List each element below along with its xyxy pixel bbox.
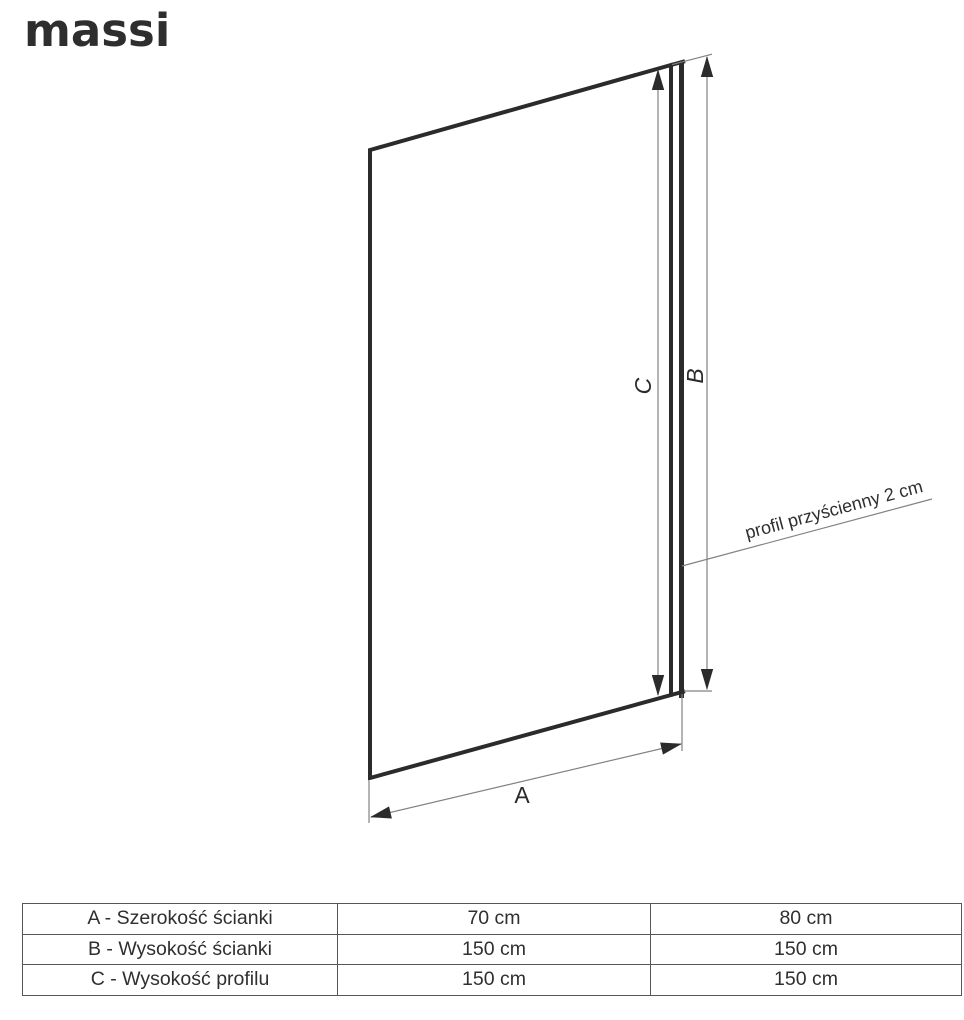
row-B-value-2: 150 cm	[651, 934, 962, 965]
profile-annotation: profil przyścienny 2 cm	[742, 476, 925, 543]
row-C-value-1: 150 cm	[338, 965, 651, 996]
brand-logo: massi	[24, 4, 171, 57]
table-row-C	[23, 965, 962, 996]
glass-panel-outline	[370, 65, 671, 778]
row-C-name: C - Wysokość profilu	[23, 965, 338, 996]
extension-line-top	[672, 54, 712, 64]
row-A-value-1: 70 cm	[338, 904, 651, 935]
dimension-label-C: C	[630, 377, 656, 395]
row-B-name: B - Wysokość ścianki	[23, 934, 338, 965]
row-C-value-2: 150 cm	[651, 965, 962, 996]
row-B-value-1: 150 cm	[338, 934, 651, 965]
row-A-name: A - Szerokość ścianki	[23, 904, 338, 935]
dimensions-table	[22, 903, 962, 996]
dimension-label-A: A	[514, 782, 530, 808]
table-row-B	[23, 934, 962, 965]
dimension-label-B: B	[682, 368, 708, 384]
row-A-value-2: 80 cm	[651, 904, 962, 935]
table-row-A	[23, 904, 962, 935]
